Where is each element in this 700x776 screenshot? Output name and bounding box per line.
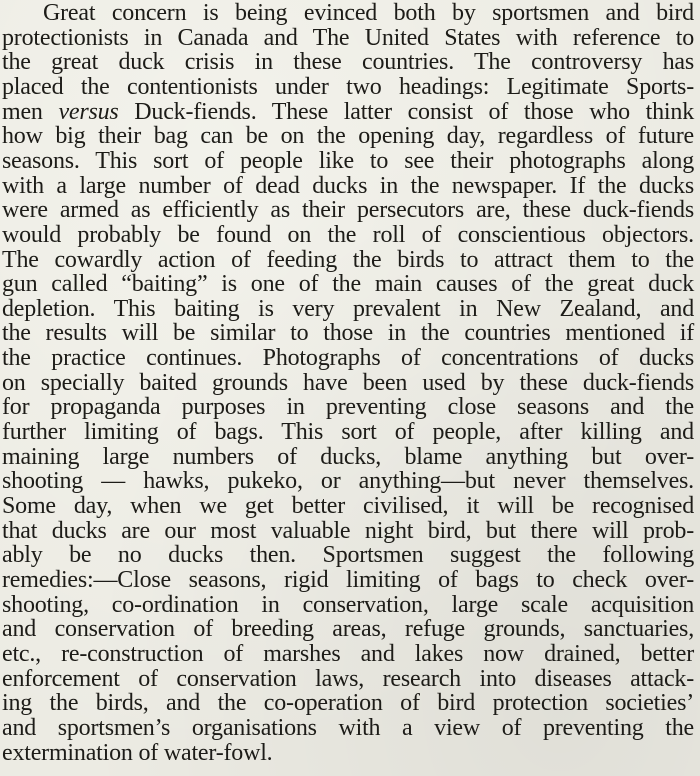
text-line: placed the contentionists under two headings: Legitimate Sports- (2, 73, 694, 100)
text-line: remedies:—Close seasons, rigid limiting of bags to check over- (2, 566, 694, 593)
text-line: the results will be similar to those in the countries mentioned if (2, 320, 694, 347)
text-line: protectionists in Canada and The United States with reference to (2, 24, 694, 51)
italic-emphasis: versus (58, 98, 119, 125)
text-line: for propaganda purposes in preventing close seasons and the (2, 394, 694, 421)
text-line: that ducks are our most valuable night bird, but there will prob- (2, 517, 694, 544)
text-run: men (2, 98, 59, 125)
text-line: Some day, when we get better civilised, it will be recognised (2, 493, 694, 519)
text-line: shooting — hawks, pukeko, or anything—but never themselves. (2, 468, 694, 495)
text-line: gun called “baiting” is one of the main causes of the great duck (2, 271, 694, 298)
text-line: were armed as efficiently as their persecutors are, these duck-fiends (2, 197, 694, 224)
text-line: enforcement of conservation laws, research into diseases attack- (2, 665, 694, 692)
text-line: extermination of water-fowl. (2, 739, 273, 766)
text-line: the practice continues. Photographs of concentrations of ducks (2, 345, 694, 372)
text-line: and conservation of breeding areas, refuge grounds, sanctuaries, (2, 616, 694, 643)
text-line (2, 99, 694, 125)
text-line: etc., re-construction of marshes and lakes now drained, better (2, 640, 694, 667)
text-line: on specially baited grounds have been used by these duck-fiends (2, 369, 694, 396)
text-line: how big their bag can be on the opening day, regardless of future (2, 123, 694, 150)
text-line: ing the birds, and the co-operation of bird protection societies’ (2, 690, 694, 717)
text-line: maining large numbers of ducks, blame anything but over- (2, 443, 694, 470)
text-line: depletion. This baiting is very prevalent in New Zealand, and (2, 295, 694, 322)
text-line: with a large number of dead ducks in the newspaper. If the ducks (2, 172, 694, 199)
text-line: The cowardly action of feeding the birds to attract them to the (2, 246, 694, 273)
text-line: further limiting of bags. This sort of people, after killing and (2, 419, 694, 446)
text-line: Great concern is being evinced both by sportsmen and bird (43, 0, 694, 26)
text-line: shooting, co-ordination in conservation, large scale acquisition (2, 591, 694, 618)
text-line: ably be no ducks then. Sportsmen suggest the following (2, 542, 694, 569)
text-run: Duck-fiends. These latter consist of those who think (118, 98, 694, 125)
text-line: and sportsmen’s organisations with a view of preventing the (2, 714, 694, 741)
text-line: the great duck crisis in these countries. The controversy has (2, 49, 694, 76)
text-line: would probably be found on the roll of conscientious objectors. (2, 221, 694, 248)
text-line: seasons. This sort of people like to see their photographs along (2, 147, 694, 174)
